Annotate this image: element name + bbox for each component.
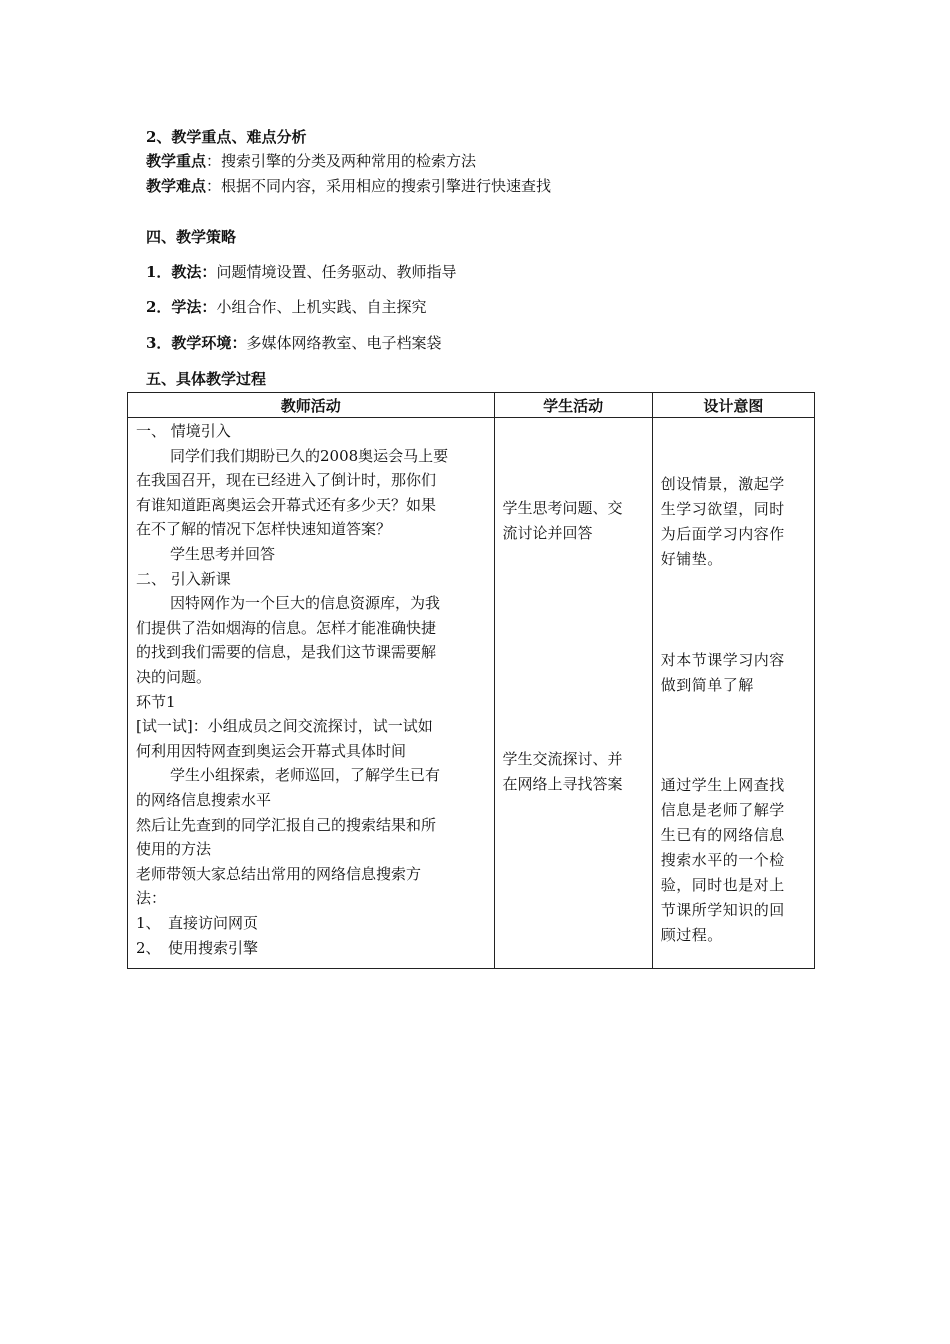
teaching-key-line xyxy=(146,151,476,171)
teacher-line: 在我国召开，现在已经进入了倒计时，那你们 xyxy=(136,471,437,489)
teacher-line: 何利用因特网查到奥运会开幕式具体时间 xyxy=(136,742,407,760)
teacher-line: 使用的方法 xyxy=(136,840,212,858)
strategy-item xyxy=(146,297,426,317)
teacher-line: 有谁知道距离奥运会开幕式还有多少天？如果 xyxy=(136,496,437,514)
teaching-difficulty-label: 教学难点 xyxy=(146,177,207,195)
student-line: 学生交流探讨、并 xyxy=(502,750,623,768)
section-5-heading: 五、具体教学过程 xyxy=(146,370,267,388)
strategy-item xyxy=(146,262,456,282)
table-header-row xyxy=(128,393,815,418)
strategy-item-label: 2．学法： xyxy=(146,298,217,316)
intent-line: 生已有的网络信息 xyxy=(660,826,785,844)
teacher-line: 然后让先查到的同学汇报自己的搜索结果和所 xyxy=(136,816,437,834)
teacher-line: 的网络信息搜索水平 xyxy=(136,791,272,809)
teacher-line: 同学们我们期盼已久的2008奥运会马上要 xyxy=(170,447,449,465)
teacher-line: 的找到我们需要的信息，是我们这节课需要解 xyxy=(136,643,437,661)
teacher-line: 因特网作为一个巨大的信息资源库，为我 xyxy=(170,594,441,612)
teacher-line: 1、 直接访问网页 xyxy=(136,914,259,932)
teacher-line: 决的问题。 xyxy=(136,668,212,686)
student-line: 流讨论并回答 xyxy=(502,524,593,542)
header-student-activity: 学生活动 xyxy=(494,393,652,418)
student-line: 在网络上寻找答案 xyxy=(502,775,623,793)
teaching-key-text: ：搜索引擎的分类及两种常用的检索方法 xyxy=(206,152,477,170)
teacher-line: 一、 情境引入 xyxy=(136,422,231,440)
strategy-item-label: 1．教法： xyxy=(146,263,217,281)
intent-line: 生学习欲望，同时 xyxy=(660,500,785,518)
strategy-item xyxy=(146,333,441,353)
teacher-line: 环节1 xyxy=(136,693,176,711)
intent-line: 好铺垫。 xyxy=(660,550,723,568)
teacher-line: 2、 使用搜索引擎 xyxy=(136,939,259,957)
intent-line: 节课所学知识的回 xyxy=(660,901,785,919)
intent-line: 验，同时也是对上 xyxy=(660,876,785,894)
teaching-difficulty-line xyxy=(146,176,551,196)
teaching-key-label: 教学重点 xyxy=(146,152,207,170)
teacher-activity-cell xyxy=(128,418,495,969)
intent-line: 顾过程。 xyxy=(660,926,723,944)
intent-line: 做到简单了解 xyxy=(660,676,754,694)
teacher-line: 在不了解的情况下怎样快速知道答案？ xyxy=(136,520,392,538)
section-4-heading: 四、教学策略 xyxy=(146,228,237,246)
teaching-difficulty-text: ：根据不同内容，采用相应的搜索引擎进行快速查找 xyxy=(206,177,552,195)
teacher-line: [试一试]：小组成员之间交流探讨，试一试如 xyxy=(136,717,433,735)
section-2-heading: 2、教学重点、难点分析 xyxy=(146,128,307,146)
strategy-item-text: 多媒体网络教室、电子档案袋 xyxy=(246,334,442,352)
teacher-line: 学生思考并回答 xyxy=(170,545,276,563)
design-intent-cell xyxy=(652,418,814,969)
teacher-line: 们提供了浩如烟海的信息。怎样才能准确快捷 xyxy=(136,619,437,637)
strategy-item-text: 问题情境设置、任务驱动、教师指导 xyxy=(216,263,457,281)
header-design-intent: 设计意图 xyxy=(652,393,814,418)
teacher-line: 法： xyxy=(136,889,167,907)
student-line: 学生思考问题、交 xyxy=(502,499,623,517)
intent-line: 信息是老师了解学 xyxy=(660,801,785,819)
intent-line: 搜索水平的一个检 xyxy=(660,851,785,869)
header-teacher-activity: 教师活动 xyxy=(128,393,495,418)
teaching-process-table xyxy=(127,392,815,969)
teacher-line: 学生小组探索，老师巡回，了解学生已有 xyxy=(170,766,441,784)
intent-line: 对本节课学习内容 xyxy=(660,651,785,669)
intent-line: 通过学生上网查找 xyxy=(660,776,785,794)
strategy-item-label: 3．教学环境： xyxy=(146,334,247,352)
table-row xyxy=(128,418,815,969)
intent-line: 为后面学习内容作 xyxy=(660,525,785,543)
intent-line: 创设情景，激起学 xyxy=(660,475,785,493)
strategy-item-text: 小组合作、上机实践、自主探究 xyxy=(216,298,427,316)
teacher-line: 二、 引入新课 xyxy=(136,570,231,588)
student-activity-cell xyxy=(494,418,652,969)
teacher-line: 老师带领大家总结出常用的网络信息搜索方 xyxy=(136,865,422,883)
